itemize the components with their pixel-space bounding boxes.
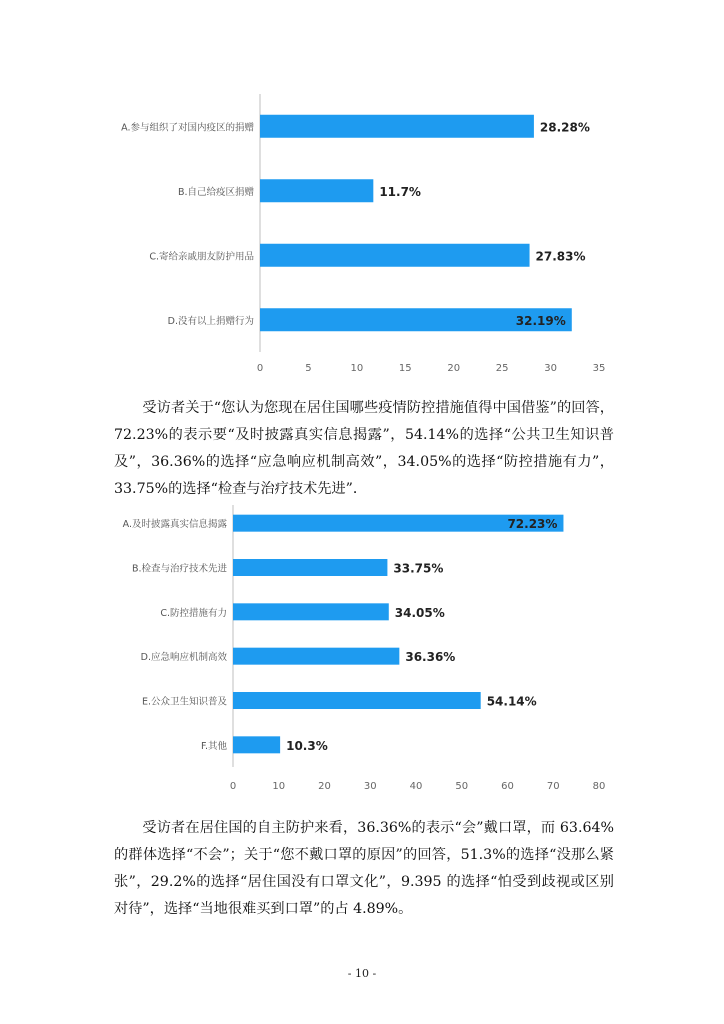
data-label: 34.05% <box>394 605 445 620</box>
category-label: E.公众卫生知识普及 <box>141 696 227 708</box>
x-tick-label: 15 <box>398 363 412 374</box>
x-tick-label: 5 <box>305 363 312 374</box>
x-tick-label: 0 <box>256 363 264 374</box>
x-tick-label: 0 <box>229 781 237 792</box>
data-label: 33.75% <box>393 561 444 576</box>
data-label: 11.7% <box>379 184 421 199</box>
category-label: C.寄给亲戚朋友防护用品 <box>149 251 254 263</box>
bar <box>233 603 389 620</box>
category-label: F.其他 <box>201 740 227 752</box>
category-label: A.参与组织了对国内疫区的捐赠 <box>121 122 254 134</box>
category-label: A.及时披露真实信息揭露 <box>122 519 227 531</box>
paragraph-masks: 受访者在居住国的自主防护来看，36.36%的表示“会”戴口罩，而 63.64%的群体选择“不会”；关于“您不戴口罩的原因”的回答，51.3%的选择“没那么紧张”，29.2%的选择“居住国没有口罩文化”，9.395 的选择“怕受到歧视或区别对待”，选择“当地很难买到口罩”的占 4.89%。 <box>114 820 614 917</box>
category-label: C.防控措施有力 <box>160 607 227 619</box>
x-tick-label: 20 <box>447 363 461 374</box>
x-tick-label: 70 <box>546 781 560 792</box>
data-label: 28.28% <box>539 120 590 135</box>
data-label: 72.23% <box>507 517 558 532</box>
x-tick-label: 25 <box>495 363 509 374</box>
data-label: 54.14% <box>486 694 537 709</box>
category-label: D.没有以上捐赠行为 <box>167 315 254 327</box>
x-tick-label: 20 <box>318 781 331 792</box>
bar <box>233 692 481 709</box>
x-tick-label: 80 <box>592 781 606 792</box>
donation-bar-chart <box>100 88 620 388</box>
bar <box>233 736 280 753</box>
paragraph-measures: 受访者关于“您认为您现在居住国哪些疫情防控措施值得中国借鉴”的回答，72.23%的表示要“及时披露真实信息揭露”，54.14%的选择“公共卫生知识普及”，36.36%的选择“应急响应机制高效”，34.05%的选择“防控措施有力”，33.75%的选择“检查与治疗技术先进”． <box>114 400 614 497</box>
bar <box>260 179 373 202</box>
x-tick-label: 50 <box>455 781 469 792</box>
bar <box>233 559 387 576</box>
x-tick-label: 10 <box>272 781 286 792</box>
x-tick-label: 10 <box>350 363 364 374</box>
data-label: 32.19% <box>515 313 566 328</box>
category-label: D.应急响应机制高效 <box>140 652 227 664</box>
bar <box>260 244 530 267</box>
data-label: 10.3% <box>286 738 328 753</box>
category-label: B.自己给疫区捐赠 <box>177 186 254 198</box>
x-tick-label: 40 <box>409 781 423 792</box>
bar <box>233 648 399 665</box>
data-label: 36.36% <box>405 650 456 665</box>
x-tick-label: 35 <box>592 363 606 374</box>
bar <box>260 115 534 138</box>
data-label: 27.83% <box>535 249 586 264</box>
category-label: B.检查与治疗技术先进 <box>131 563 227 575</box>
measures-bar-chart <box>100 505 620 795</box>
page-number: - 10 - <box>347 967 377 980</box>
x-tick-label: 60 <box>501 781 514 792</box>
x-tick-label: 30 <box>363 781 377 792</box>
x-tick-label: 30 <box>544 363 557 374</box>
